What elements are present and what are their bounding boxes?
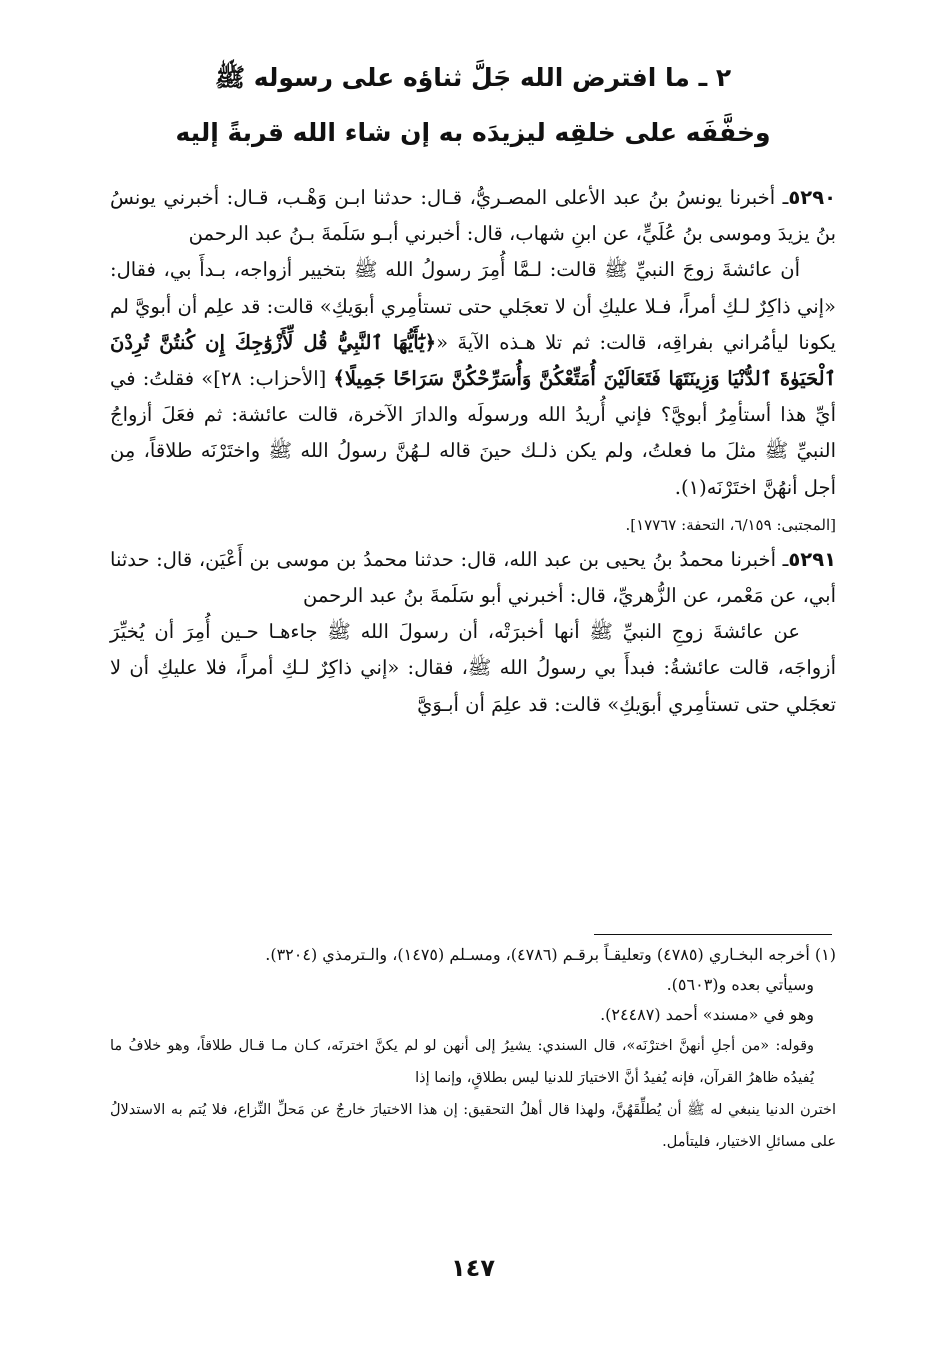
hadith-5290-isnad	[110, 180, 836, 252]
hadith-5290-reference: [المجتبى: ٦/١٥٩، التحفة: ١٧٧٦٧].	[625, 515, 836, 534]
footnote-1-line: وهو في «مسند» أحمد (٢٤٤٨٧).	[600, 1005, 814, 1024]
hadith-5290-matn	[110, 252, 836, 505]
isnad-text: ـ أخبرنا محمدُ بنُ يحيى بن عبد الله، قال: حدثنا محمدُ بن موسى بن أَعْيَن، قال: حدثنا أبي، عن مَعْمر، عن الزُّهريِّ، قال: أخبرني أبو سَلَمةَ بنُ عبد الرحمن	[110, 547, 836, 608]
hadith-number: ٥٢٩٠	[788, 186, 836, 209]
hadith-5291-matn: عن عائشةَ زوجِ النبيِّ ﷺ أنها أخبرَتْه، أن رسولَ الله ﷺ جاءهـا حـين أُمِرَ أن يُخيِّرَ أزواجَه، قالت عائشةُ: فبدأَ بي رسولُ الله ﷺ، فقال: «إني ذاكِرٌ لـكِ أمراً، فلا عليكِ أن لا تعجَلي حتى تستأمِري أبوَيكِ» قالت: قد علِمَ أن أبـوَيَّ	[110, 620, 836, 716]
footnotes	[110, 940, 836, 1158]
chapter-heading-line-1: ٢ ـ ما افترض الله جَلَّ ثناؤه على رسوله ﷺ	[214, 63, 732, 92]
main-text	[110, 180, 836, 723]
hadith-5291-isnad	[110, 542, 836, 614]
footnote-marker: (١).	[674, 475, 707, 499]
hadith-number: ٥٢٩١	[788, 547, 836, 571]
quran-reference: [الأحزاب: ٢٨]	[213, 367, 334, 391]
footnote-1-line: وسيأتي بعده و(٥٦٠٣).	[666, 975, 814, 994]
quran-verse: ﴿يَٰٓأَيُّهَا ٱلنَّبِيُّ قُل لِّأَزْوَٰجِكَ إِن كُنتُنَّ تُرِدْنَ ٱلْحَيَوٰةَ ٱلدُّنْيَا وَزِينَتَهَا فَتَعَالَيْنَ أُمَتِّعْكُنَّ وَأُسَرِّحْكُنَّ سَرَاحًا جَمِيلًا﴾	[110, 330, 837, 391]
footnote-1-line: (١) أخرجه البخـاري (٤٧٨٥) وتعليقـاً برقـم (٤٧٨٦)، ومسـلم (١٤٧٥)، والـترمذي (٣٢٠٤).	[265, 945, 836, 964]
chapter-heading-line-2: وخفَّفَه على خلقِه ليزيدَه به إن شاء الله قربةً إليه	[175, 118, 771, 147]
matn-text-continued: » فقلتُ: في أيِّ هذا أستأمِرُ أبويَّ؟ فإني أُريدُ الله ورسولَه والدارَ الآخرة، قالت عائشة: ثم فعَلَ أزواجُ النبيِّ ﷺ مثلَ ما فعلتُ، ولم يكن ذلـك حينَ قاله لـهُنَّ رسولُ الله ﷺ واختَرْنَه طلاقاً، مِن أجل أنهُنَّ اختَرْنَه	[110, 367, 836, 499]
footnote-1-commentary: وقوله: «من أجلِ أنهنَّ اخترْنَه»، قال السندي: يشيرُ إلى أنهن لو لم يكنَّ اخترنَه، كـان مـا قـال طلاقاً، وهو خلافُ ما يُفيدُه ظاهرُ القرآن، فإنه يُفيدُ أنَّ الاختيارَ للدنيا ليس بطلاقٍ، وإنما إذا	[110, 1038, 814, 1086]
footnote-1-commentary: اخترن الدنيا ينبغي له ﷺ أن يُطلِّقَهُنَّ، ولهذا قال أهلُ التحقيق: إن هذا الاختيارَ خارجٌ عن مَحلِّ النِّزاع، فلا يُتم به الاستدلالُ على مسائلِ الاختيار، فليتأمل.	[110, 1102, 836, 1150]
matn-text: أن عائشةَ زوجَ النبيِّ ﷺ قالت: لـمَّا أُمِرَ رسولُ الله ﷺ بتخيير أزواجه، بـدأَ بي، فقال: «إني ذاكِرٌ لـكِ أمراً، فـلا عليكِ أن لا تعجَلي حتى تستأمِري أبوَيكِ» قالت: قد علِم أن أبويَّ لم يكونا ليأمُراني بفراقِه، قالت: ثم تلا هـذه الآيةَ «	[110, 258, 836, 354]
isnad-text: ـ أخبرنا يونسُ بنُ عبد الأعلى المصـريُّ، قـال: حدثنا ابـن وَهْـب، قـال: أخبرني يونسُ بنُ يزيدَ وموسى بنُ عُلَيٍّ، عن ابنِ شهاب، قال: أخبرني أبـو سَلَمةَ بـنُ عبد الرحمن	[110, 186, 836, 246]
footnote-divider	[594, 934, 832, 935]
page-number: ١٤٧	[451, 1254, 495, 1282]
